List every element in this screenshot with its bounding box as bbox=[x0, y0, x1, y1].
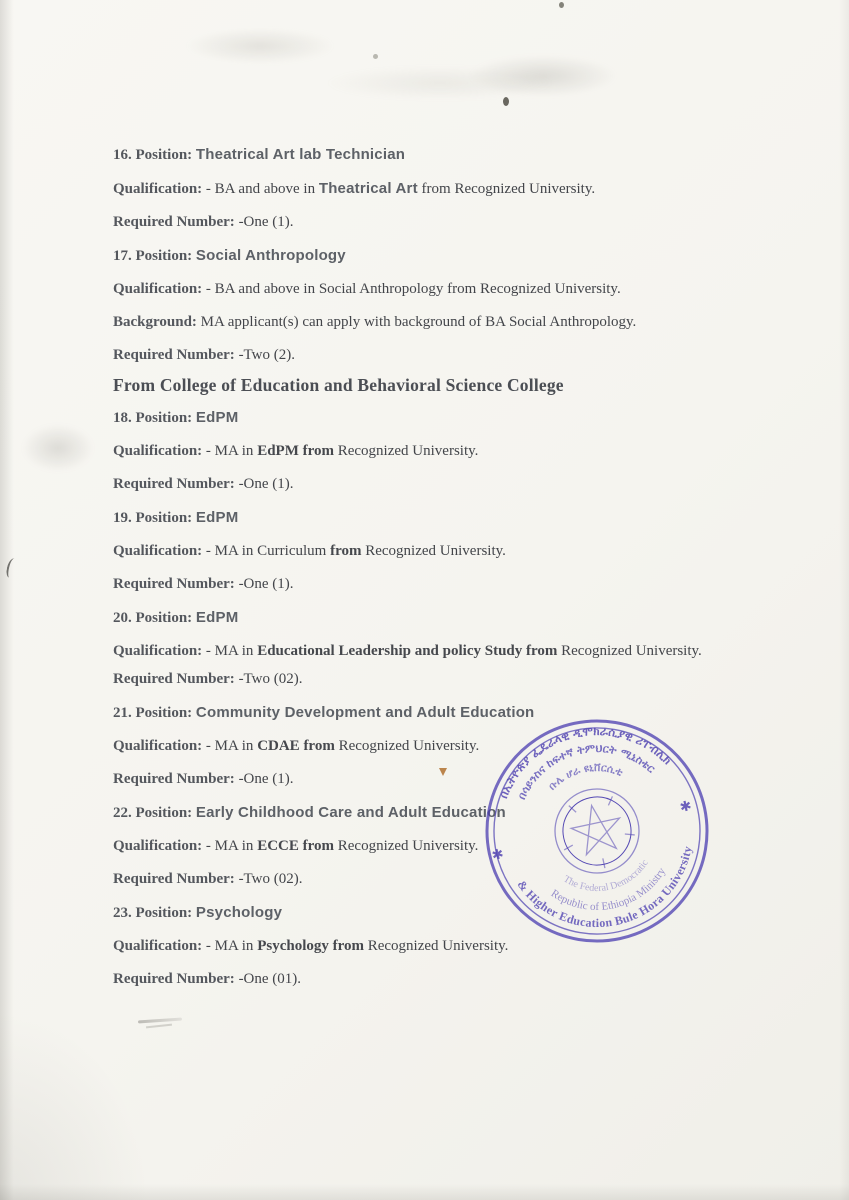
position-20: 20. Position: EdPM bbox=[113, 609, 239, 626]
stamp-star-separator-left-icon: ✱ bbox=[490, 847, 506, 865]
stamp-amharic-text-1-path: በኢትዮጵያ ፌዴራላዊ ዲሞክራሲያዊ ሪፐብሊክ bbox=[496, 723, 675, 801]
position-18: 18. Position: EdPM bbox=[113, 409, 239, 426]
ink-speck bbox=[559, 2, 564, 8]
required-number-16: Required Number: -One (1). bbox=[113, 214, 294, 230]
required-number-22: Required Number: -Two (02). bbox=[113, 871, 303, 887]
required-number-18: Required Number: -One (1). bbox=[113, 476, 294, 492]
required-number-19: Required Number: -One (1). bbox=[113, 576, 294, 592]
background-17: Background: MA applicant(s) can apply with background of BA Social Anthropology. bbox=[113, 314, 637, 330]
pencil-smudge bbox=[22, 424, 94, 472]
qualification-19: Qualification: - MA in Curriculum from Recognized University. bbox=[113, 543, 506, 559]
stamp-star-separator-right-icon: ✱ bbox=[678, 798, 694, 817]
stamp-amharic-text-2-path: በሳይንስና ከፍተኛ ትምህርት ሚኒስቴር bbox=[515, 741, 658, 802]
position-21: 21. Position: Community Development and Adult Education bbox=[113, 704, 535, 721]
required-number-21: Required Number: -One (1). bbox=[113, 771, 294, 787]
section-heading-education-college: From College of Education and Behavioral Science College bbox=[113, 375, 564, 395]
qualification-18: Qualification: - MA in EdPM from Recognized University. bbox=[113, 443, 479, 459]
qualification-22: Qualification: - MA in ECCE from Recognized University. bbox=[113, 838, 479, 854]
stamp-amharic-text-3-path: ቡሌ ሆራ ዩኒቨርሲቲ bbox=[546, 761, 625, 793]
required-number-23: Required Number: -One (01). bbox=[113, 971, 302, 987]
qualification-23: Qualification: - MA in Psychology from Recognized University. bbox=[113, 938, 509, 954]
stamp-english-text-3-path: & Higher Education Bule Hora University bbox=[514, 844, 695, 931]
document-body bbox=[113, 144, 773, 1002]
stamp-english-text-2-path: Republic of Ethiopia Ministry bbox=[548, 865, 669, 914]
position-19: 19. Position: EdPM bbox=[113, 509, 239, 526]
required-number-17: Required Number: -Two (2). bbox=[113, 347, 295, 363]
position-23: 23. Position: Psychology bbox=[113, 904, 283, 921]
page-corner-shadow bbox=[0, 1010, 150, 1200]
page-edge-shadow-right bbox=[839, 0, 849, 1200]
position-16: 16. Position: Theatrical Art lab Technician bbox=[113, 146, 406, 163]
required-number-20: Required Number: -Two (02). bbox=[113, 671, 303, 687]
qualification-16: Qualification: - BA and above in Theatrical Art from Recognized University. bbox=[113, 180, 596, 197]
qualification-17: Qualification: - BA and above in Social Anthropology from Recognized University. bbox=[113, 281, 621, 297]
stamp-english-text-1-path: The Federal Democratic bbox=[561, 857, 651, 895]
qualification-21: Qualification: - MA in CDAE from Recognized University. bbox=[113, 738, 480, 754]
position-22: 22. Position: Early Childhood Care and Adult Education bbox=[113, 804, 506, 821]
scan-smudge bbox=[325, 66, 555, 100]
scan-smudge bbox=[185, 28, 335, 64]
position-17: 17. Position: Social Anthropology bbox=[113, 247, 346, 264]
ink-speck bbox=[503, 97, 509, 106]
ink-speck bbox=[373, 54, 378, 59]
qualification-20: Qualification: - MA in Educational Leadership and policy Study from Recognized University. bbox=[113, 643, 702, 659]
